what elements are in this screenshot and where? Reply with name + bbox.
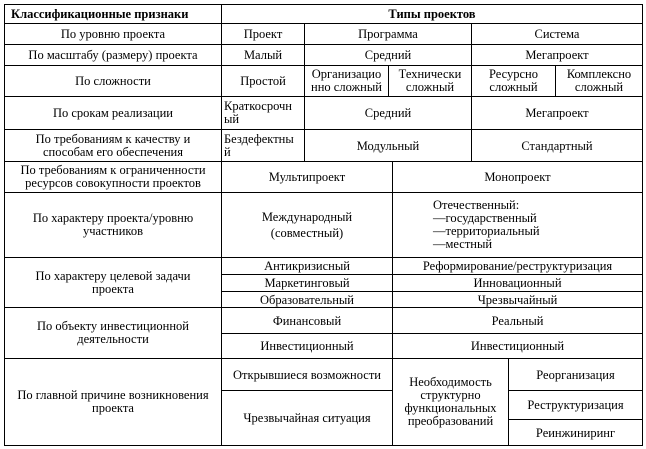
cell-resources-multi: Мультипроект <box>221 161 393 193</box>
cell-investment-financial: Финансовый <box>221 307 393 334</box>
cell-cause-reengineering: Реинжиниринг <box>508 419 643 446</box>
cell-goal-anticrisis: Антикризисный <box>221 257 393 275</box>
cell-investment-investment-1: Инвестиционный <box>221 333 393 359</box>
cell-investment-investment-2: Инвестиционный <box>392 333 643 359</box>
cell-terms-short: Краткосрочн ый <box>221 96 305 130</box>
cell-scale-small: Малый <box>221 44 305 66</box>
cell-level-system: Система <box>471 23 643 45</box>
row-label-complexity: По сложности <box>4 65 222 97</box>
cell-resources-mono: Монопроект <box>392 161 643 193</box>
cell-complexity-resource: Ресурсно сложный <box>471 65 556 97</box>
row-label-goal: По характеру целевой задачи проекта <box>4 257 222 308</box>
cell-complexity-organizational: Организацио нно сложный <box>304 65 389 97</box>
cell-quality-modular: Модульный <box>304 129 472 162</box>
cell-participants-international: Международный (совместный) <box>221 192 393 258</box>
cell-scale-medium: Средний <box>304 44 472 66</box>
cell-goal-innovation: Инновационный <box>392 274 643 292</box>
cell-investment-real: Реальный <box>392 307 643 334</box>
cell-complexity-simple: Простой <box>221 65 305 97</box>
cell-quality-standard: Стандартный <box>471 129 643 162</box>
header-project-types: Типы проектов <box>221 4 643 24</box>
cell-cause-opportunities: Открывшиеся возможности <box>221 358 393 391</box>
cell-quality-defectless: Бездефектны й <box>221 129 305 162</box>
cell-participants-domestic: Отечественный: —государственный —территориальный —местный <box>392 192 643 258</box>
cell-complexity-complex: Комплексно сложный <box>555 65 643 97</box>
row-label-scale: По масштабу (размеру) проекта <box>4 44 222 66</box>
cell-cause-restructuring-need: Необходимость структурно функциональных преобразований <box>392 358 509 446</box>
row-label-terms: По срокам реализации <box>4 96 222 130</box>
cell-complexity-technical: Технически сложный <box>388 65 472 97</box>
cell-goal-emergency: Чрезвычайный <box>392 291 643 308</box>
cell-scale-mega: Мегапроект <box>471 44 643 66</box>
row-label-quality: По требованиям к качеству и способам его обеспечения <box>4 129 222 162</box>
cell-level-program: Программа <box>304 23 472 45</box>
cell-terms-mega: Мегапроект <box>471 96 643 130</box>
cell-cause-emergency: Чрезвычайная ситуация <box>221 390 393 446</box>
row-label-investment: По объекту инвестиционной деятельности <box>4 307 222 359</box>
cell-goal-marketing: Маркетинговый <box>221 274 393 292</box>
cell-cause-reorganization: Реорганизация <box>508 358 643 391</box>
row-label-level: По уровню проекта <box>4 23 222 45</box>
cell-goal-reform: Реформирование/реструктуризация <box>392 257 643 275</box>
cell-goal-educational: Образовательный <box>221 291 393 308</box>
cell-cause-restructurization: Реструктуризация <box>508 390 643 420</box>
header-criteria: Классификационные признаки <box>4 4 222 24</box>
cell-terms-medium: Средний <box>304 96 472 130</box>
row-label-cause: По главной причине возникновения проекта <box>4 358 222 446</box>
row-label-resources: По требованиям к ограниченности ресурсов совокупности проектов <box>4 161 222 193</box>
row-label-participants: По характеру проекта/уровню участников <box>4 192 222 258</box>
cell-level-project: Проект <box>221 23 305 45</box>
